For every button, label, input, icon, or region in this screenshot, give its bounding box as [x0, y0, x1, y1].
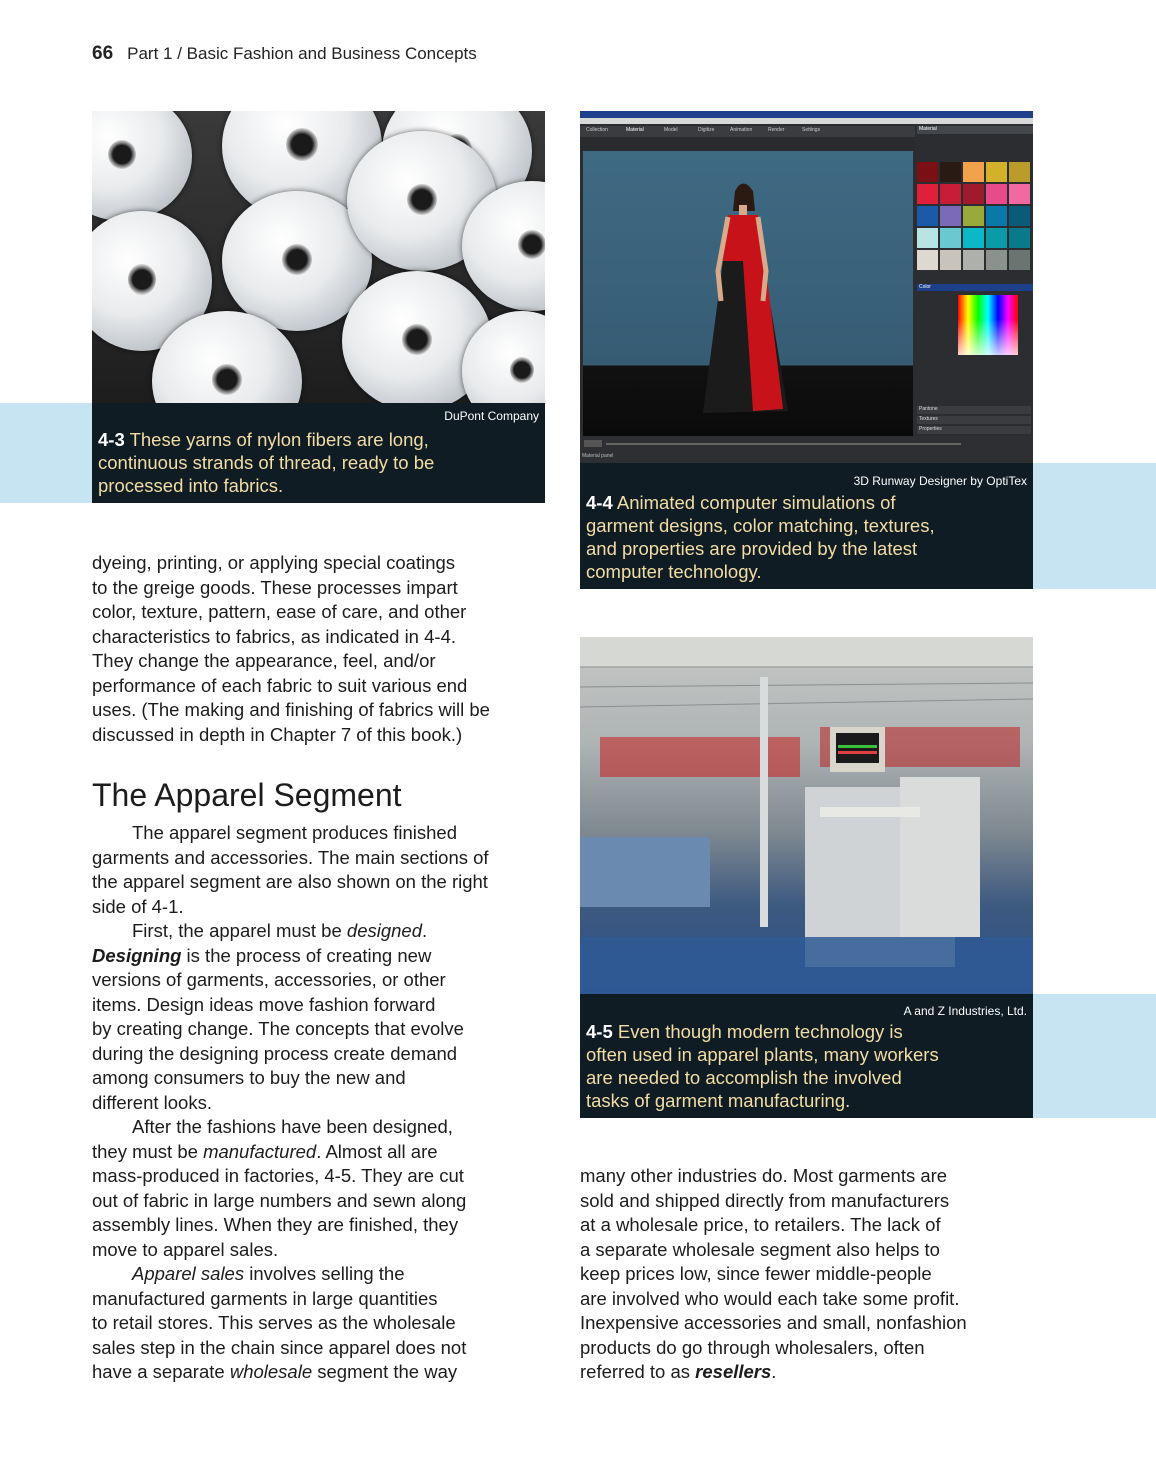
margin-tab-right-1 [1030, 463, 1156, 589]
color-picker-gradient [958, 295, 1018, 355]
apparel-section-body: The apparel segment produces finished garments and accessories. The main sections of the apparel segment are also shown on the right side of 4-1. First, the apparel must be designed. Designing is the process of creating new versions of garments, accessories, or other items. Design ideas move fashion forward by creating change. The concepts that evolve during the designing process create demand among consumers to buy the new and different looks. After the fashions have been designed, they must be manufactured. Almost all are mass-produced in factories, 4-5. They are cut out of fabric in large numbers and sewn along assembly lines. When they are finished, they move to apparel sales. Apparel sales involves selling the manufactured garments in large quantities to retail stores. This serves as the wholesale sales step in the chain since apparel does not have a separate wholesale segment the way [92, 822, 489, 1382]
tab-model: Model [664, 127, 678, 133]
right-column-body: many other industries do. Most garments are sold and shipped directly from manufacturers at a wholesale price, to retailers. The lack of a separate wholesale segment also helps to keep prices low, since fewer middle-people are involved who would each take some profit. Inexpensive accessories and small, nonfashion products do go through wholesalers, often referred to as resellers. [580, 1165, 967, 1382]
margin-tab-right-2 [1030, 994, 1156, 1118]
factory-scene [580, 637, 1033, 994]
status-bar-text: Material panel [582, 453, 614, 459]
figure-4-4-caption [580, 463, 1033, 589]
apparel-factory-photo [580, 637, 1033, 994]
figure-4-3-caption-text: 4-3 These yarns of nylon fibers are long, continuous strands of thread, ready to be processed into fabrics. [98, 429, 435, 496]
figure-4-5-caption [580, 994, 1033, 1118]
tab-digitize: Digitize [698, 127, 715, 133]
tab-render: Render [768, 127, 785, 133]
yarn-spools-photo [92, 111, 545, 403]
pantone-section: Pantone [917, 406, 1031, 414]
color-section-title: Color [917, 284, 1033, 291]
margin-tab-left [0, 403, 95, 503]
textures-section: Textures [917, 416, 1031, 424]
tab-settings: Settings [802, 127, 821, 133]
runway-designer-screenshot [580, 111, 1033, 463]
material-panel-title: Material [917, 126, 1033, 134]
section-heading: The Apparel Segment [92, 777, 402, 813]
running-title: Part 1 / Basic Fashion and Business Concepts [127, 44, 477, 63]
material-panel [915, 126, 1033, 448]
figure-4-5-credit: A and Z Industries, Ltd. [903, 1004, 1027, 1018]
figure-4-5-number: 4-5 [586, 1021, 613, 1042]
app-menubar [580, 118, 1033, 124]
page-number: 66 [92, 43, 114, 64]
term-resellers: resellers [695, 1361, 772, 1382]
model-figure [583, 151, 913, 436]
figure-4-5-caption-text: 4-5 Even though modern technology is often used in apparel plants, many workers are needed to accomplish the involved tasks of garment manufacturing. [586, 1021, 939, 1111]
app-toolbar [580, 137, 915, 151]
figure-4-4-caption-text: 4-4 Animated computer simulations of garment designs, color matching, textures, and properties are provided by the latest computer technology. [586, 492, 935, 582]
figure-4-3-caption [92, 403, 545, 503]
app-titlebar [580, 111, 1033, 118]
running-header [92, 43, 477, 65]
tab-animation: Animation [730, 127, 753, 133]
figure-4-4-number: 4-4 [586, 492, 613, 513]
tab-collection: Collection [586, 127, 608, 133]
figure-4-4-credit: 3D Runway Designer by OptiTex [853, 474, 1027, 488]
term-designing: Designing [92, 944, 182, 966]
figure-4-3-credit: DuPont Company [444, 409, 539, 423]
figure-4-3-number: 4-3 [98, 429, 125, 450]
3d-viewport [583, 151, 913, 436]
timeline-bar [580, 436, 1033, 463]
intro-paragraph: dyeing, printing, or applying special coatings to the greige goods. These processes impart color, texture, pattern, ease of care, and other characteristics to fabrics, as indicated in 4-4. They change the appearance, feel, and/or performance of each fabric to suit various end uses. (The making and finishing of fabrics will be discussed in depth in Chapter 7 of this book.) [92, 552, 490, 745]
tab-material: Material [626, 127, 644, 133]
properties-section: Properties [917, 426, 1031, 434]
app-tabs [580, 126, 915, 137]
